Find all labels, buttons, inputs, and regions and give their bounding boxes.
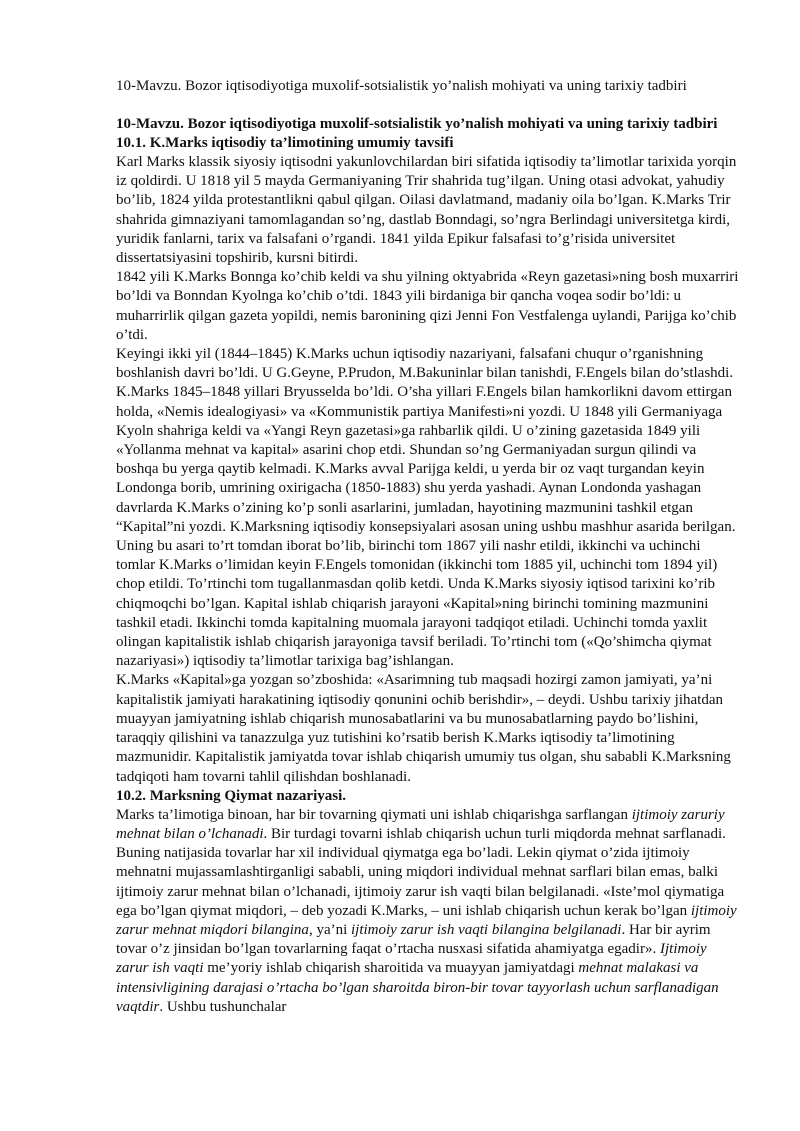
paragraph: K.Marks 1845–1848 yillari Bryusselda bo’ldi. O’sha yillari F.Engels bilan hamkorlikni davom ettirgan holda, «Nemis idealogiyasi» va «Kommunistik partiya Manifesti»ni yozdi. U 1848 yili Germaniyaga Kyoln shahriga keldi va «Yangi Reyn gazetasi»ga rahbarlik qildi. U o’zining gazetasida 1849 yili «Yollanma mehnat va kapital» asarini chop etdi. Shundan so’ng Germaniyadan surgun qilindi va boshqa bu yerga qaytib kelmadi. K.Marks avval Parijga keldi, u yerda bir oz vaqt turgandan keyin Londonga borib, umrining oxirigacha (1850-1883) shu yerda yashadi. Aynan Londonda yashagan davrlarda K.Marks o’zining ko’p sonli asarlarini, jumladan, hayotining mazmunini tashkil etgan “Kapital”ni yozdi. K.Marksning iqtisodiy konsepsiyalari asosan uning ushbu mashhur asarida berilgan. Uning bu asari to’rt tomdan iborat bo’lib, birinchi tom 1867 yili nashr etildi, ikkinchi va uchinchi tomlar K.Marks o’limidan keyin F.Engels tomonidan (ikkinchi tom 1885 yil, uchinchi tom 1894 yil) chop etildi. To’rtinchi tom tugallanmasdan qolib ketdi. Unda K.Marks siyosiy iqtisod tarixini ko’rib chiqmoqchi bo’lgan. Kapital ishlab chiqarish jarayoni «Kapital»ning birinchi tomining mazmunini tashkil etadi. Ikkinchi tomda kapitalning muomala jarayoni tadqiqot etiladi. Uchinchi tomda yaxlit olingan kapitalistik ishlab chiqarish jarayoniga tavsif beriladi. To’rtinchi tom («Qo’shimcha qiymat nazariyasi») iqtisodiy ta’limotlar tarixiga bag’ishlangan. <box>116 384 736 670</box>
running-header: 10-Mavzu. Bozor iqtisodiyotiga muxolif-sotsialistik yo’nalish mohiyati va uning tarixiy tadbiri <box>116 78 687 94</box>
text-run: me’yoriy ishlab chiqarish sharoitida va muayyan jamiyatdagi <box>203 960 579 977</box>
italic-run: ijtimoiy zaruriy mehnat bilan o’lchanadi <box>116 806 725 842</box>
section-heading-1: 10.1. K.Marks iqtisodiy ta’limotining umumiy tavsifi <box>116 135 454 151</box>
text-run: , ya’ni <box>308 921 352 938</box>
text-run: . Ushbu tushunchalar <box>159 998 287 1015</box>
italic-run: mehnat malakasi va intensivligining darajasi o’rtacha bo’lgan sharoitda biron-bir tovar tayyorlash uchun sarflanadigan vaqtdir <box>116 960 719 1015</box>
section-heading-2: 10.2. Marksning Qiymat nazariyasi. <box>116 787 347 804</box>
paragraph: 1842 yili K.Marks Bonnga ko’chib keldi va shu yilning oktyabrida «Reyn gazetasi»ning bosh muxarriri bo’ldi va Bonndan Kyolnga ko’chib o’tdi. 1843 yili birdaniga bir qancha voqea sodir bo’ldi: u muharrirlik qilgan gazeta yopildi, nemis baronining qizi Jenni Fon Vestfalenga uylandi, Parijga ko’chib o’tdi. <box>116 269 739 343</box>
text-run: Marks ta’limotiga binoan, har bir tovarning qiymati uni ishlab chiqarishga sarflangan <box>116 806 632 823</box>
text-run: . Har bir ayrim tovar o’z jinsidan bo’lgan tovarlarning faqat o’rtacha nusxasi sifatida ahamiyatga egadir». <box>116 921 711 958</box>
document-title: 10-Mavzu. Bozor iqtisodiyotiga muxolif-sotsialistik yo’nalish mohiyati va uning tarixiy tadbiri <box>116 116 718 132</box>
paragraph: Keyingi ikki yil (1844–1845) K.Marks uchun iqtisodiy nazariyani, falsafani chuqur o’rganishning boshlanish davri bo’ldi. U G.Geyne, P.Prudon, M.Bakuninlar bilan tanishdi, F.Engels bilan do’stlashdi. <box>116 346 734 382</box>
paragraph-value-theory <box>116 806 742 1017</box>
text-run: . Bir turdagi tovarni ishlab chiqarish uchun turli miqdorda mehnat sarflanadi. Buning natijasida tovarlar har xil individual qiymatga ega bo’ladi. Lekin qiymat o’zida ijtimoiy mehnatni mujassamlashtirganligi sababli, uning miqdori individual mehnat sarflari bilan emas, balki ijtimoiy zarur mehnat bilan o’lchanadi, ijtimoiy zarur ish vaqti bilan belgilanadi. «Iste’mol qiymatiga ega bo’lgan qiymat miqdori, – deb yozadi K.Marks, – uni ishlab chiqarish uchun kerak bo’lgan <box>116 825 726 919</box>
paragraph: K.Marks «Kapital»ga yozgan so’zboshida: «Asarimning tub maqsadi hozirgi zamon jamiyati, ya’ni kapitalistik jamiyati harakatining iqtisodiy qonunini ochib berishdir», – deydi. Ushbu tarixiy jihatdan muayyan jamiyatning ishlab chiqarish munosabatlarini va bu munosabatlarning paydo bo’lishini, taraqqiy qilishini va tanazzulga yuz tutishini ko’rsatib berish K.Marks iqtisodiy ta’limotining mazmunidir. Kapitalistik jamiyatda tovar ishlab chiqarish umumiy tus olgan, shu sababli K.Marksning tadqiqoti ham tovarni tahlil qilishdan boshlanadi. <box>116 672 731 785</box>
italic-run: ijtimoiy zarur mehnat miqdori bilangina <box>116 902 737 938</box>
italic-run: ijtimoiy zarur ish vaqti bilangina belgilanadi <box>351 921 622 938</box>
paragraph: Karl Marks klassik siyosiy iqtisodni yakunlovchilardan biri sifatida iqtisodiy ta’limotlar tarixida yorqin iz qoldirdi. U 1818 yil 5 mayda Germaniyaning Trir shahrida tug’ilgan. Uning otasi advokat, yahudiy bo’lib, 1824 yilda protestantlikni qabul qilgan. Oilasi davlatmand, madaniy oila bo’lgan. K.Marks Trir shahrida gimnaziyani tamomlagandan so’ng, dastlab Bonndagi, so’ngra Berlindagi universitetga kirdi, yuridik fanlarni, tarix va falsafani o’rgandi. 1841 yilda Epikur falsafasi to’g’risida universitet dissertatsiyasini topshirib, kursni bitirdi. <box>116 154 737 267</box>
italic-run: Ijtimoiy zarur ish vaqti <box>116 941 707 977</box>
